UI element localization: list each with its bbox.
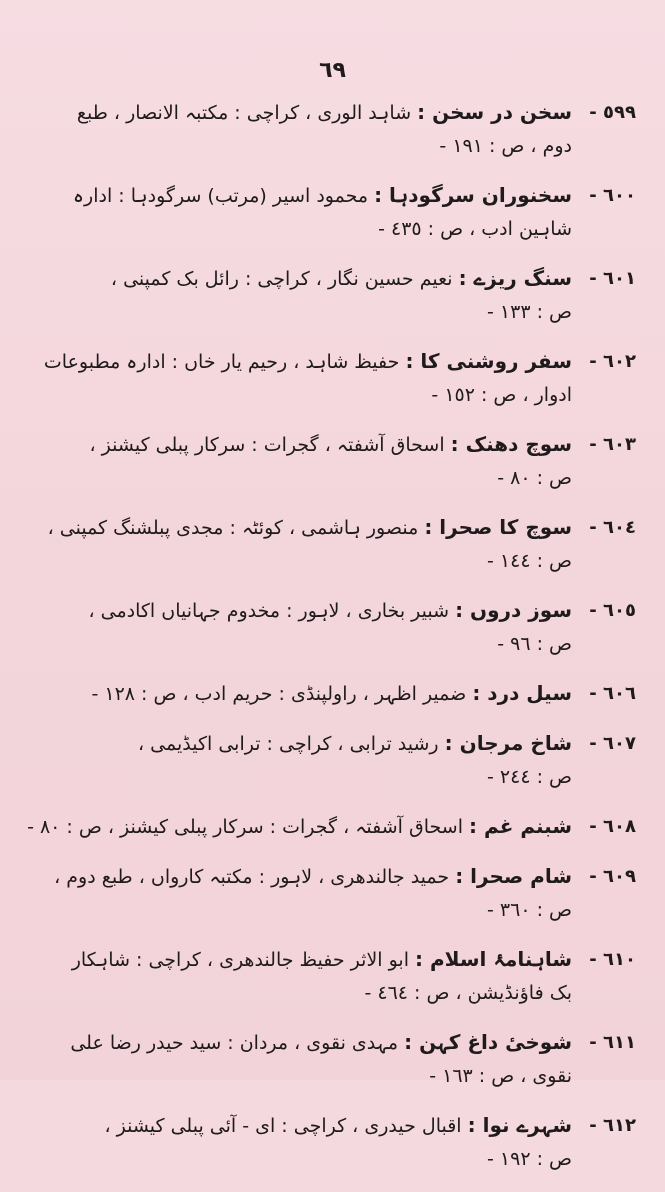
entry-line-2: ص : ٣٦٠ - (487, 899, 572, 921)
entry-line-1 (40, 677, 572, 711)
entry-details: شاہد الوری ، کراچی : مکتبہ الانصار ، طبع (76, 102, 412, 124)
entry-line-2: ادوار ، ص : ١٥٢ - (431, 384, 572, 406)
bibliography-entry (27, 810, 636, 844)
entry-line-1 (27, 810, 572, 844)
entry-line-1 (40, 179, 572, 213)
entry-line-2: ص : ١٣٣ - (487, 301, 572, 323)
bibliography-entry (40, 1109, 636, 1176)
entry-details: حفیظ شاہد ، رحیم یار خاں : ادارہ مطبوعات (43, 351, 400, 373)
entry-title: سیل درد : (472, 681, 572, 705)
entry-number: ٦٠٥ - (589, 600, 636, 621)
entry-title: شام صحرا : (455, 864, 572, 888)
entry-title: شوخیٔ داغ کہن : (404, 1030, 572, 1054)
entry-title: سوز دروں : (455, 598, 572, 622)
entry-title: سنگ ریزے : (458, 266, 572, 290)
entry-details: اقبال حیدری ، کراچی : ای - آئی پبلی کیشنز ، (104, 1115, 462, 1137)
entry-details: منصور ہاشمی ، کوئٹہ : مجدی پبلشنگ کمپنی ، (47, 517, 419, 539)
bibliography-entry (40, 511, 636, 578)
entry-number: ٦٠١ - (589, 268, 636, 289)
entry-line-1 (40, 428, 572, 462)
bibliography-entry (40, 727, 636, 794)
entry-details: ضمیر اظہر ، راولپنڈی : حریم ادب ، ص : ١٢٨ - (91, 683, 467, 705)
entry-line-1 (40, 511, 572, 545)
entry-line-1 (40, 345, 572, 379)
entry-line-1 (40, 96, 572, 130)
entry-number: ٦١٠ - (589, 949, 636, 970)
entry-title: سوچ کا صحرا : (424, 515, 572, 539)
entry-line-2: دوم ، ص : ١٩١ - (439, 135, 572, 157)
entry-line-2: نقوی ، ص : ١٦٣ - (429, 1065, 572, 1087)
entry-line-1 (40, 1026, 572, 1060)
entry-line-1 (40, 860, 572, 894)
bibliography-entry (40, 96, 636, 163)
bibliography-entry (40, 943, 636, 1010)
entry-title: سخنوران سرگودہا : (374, 183, 572, 207)
entry-line-2: شاہین ادب ، ص : ٤٣٥ - (378, 218, 572, 240)
page-number: ٦٩ (319, 58, 346, 83)
bibliography-entry (40, 860, 636, 927)
entry-number: ٦٠٦ - (589, 683, 636, 704)
entry-details: حمید جالندھری ، لاہور : مکتبہ کارواں ، طبع دوم ، (54, 866, 450, 888)
bibliography-entry (40, 1026, 636, 1093)
entry-details: شبیر بخاری ، لاہور : مخدوم جہانیاں اکادمی ، (88, 600, 450, 622)
entry-details: ابو الاثر حفیظ جالندھری ، کراچی : شاہکار (71, 949, 409, 971)
entry-title: شہرے نوا : (467, 1113, 572, 1137)
entry-number: ٦١١ - (589, 1032, 636, 1053)
entry-number: ٦٠٣ - (589, 434, 636, 455)
entry-line-2: ص : ١٩٢ - (487, 1148, 572, 1170)
entry-number: ٦٠٧ - (589, 733, 636, 754)
entry-number: ٦٠٤ - (589, 517, 636, 538)
entry-line-1 (40, 943, 572, 977)
entry-line-2: ص : ١٤٤ - (487, 550, 572, 572)
entry-title: سخن در سخن : (417, 100, 572, 124)
bibliography-entry (40, 262, 636, 329)
entry-line-1 (40, 594, 572, 628)
bibliography-entry (40, 594, 636, 661)
entry-details: رشید ترابی ، کراچی : ترابی اکیڈیمی ، (137, 733, 439, 755)
entry-line-1 (40, 1109, 572, 1143)
entry-details: نعیم حسین نگار ، کراچی : رائل بک کمپنی ، (110, 268, 453, 290)
entry-line-2: ص : ٩٦ - (497, 633, 572, 655)
entry-details: محمود اسیر (مرتب) سرگودہا : ادارہ (72, 185, 369, 207)
entry-title: شبنم غم : (469, 814, 572, 838)
entry-details: مہدی نقوی ، مردان : سید حیدر رضا علی (70, 1032, 399, 1054)
entry-number: ٦٠٨ - (589, 816, 636, 837)
entry-line-2: بک فاؤنڈیشن ، ص : ٤٦٤ - (364, 982, 572, 1004)
entry-number: ٦٠٩ - (589, 866, 636, 887)
bibliography-entry (40, 179, 636, 246)
entry-line-1 (40, 262, 572, 296)
bibliography-list (27, 96, 636, 1192)
entry-number: ٦١٢ - (589, 1115, 636, 1136)
bibliography-entry (40, 428, 636, 495)
entry-line-2: ص : ٢٤٤ - (487, 766, 572, 788)
entry-title: شاہنامۂ اسلام : (415, 947, 572, 971)
entry-details: اسحاق آشفتہ ، گجرات : سرکار پبلی کیشنز ، (89, 434, 445, 456)
entry-title: سفر روشنی کا : (405, 349, 572, 373)
bibliography-entry (40, 345, 636, 412)
entry-details: اسحاق آشفتہ ، گجرات : سرکار پبلی کیشنز ، ص : ٨٠ - (27, 816, 463, 838)
bibliography-entry (40, 677, 636, 711)
entry-title: شاخ مرجان : (444, 731, 572, 755)
entry-number: ٦٠٢ - (589, 351, 636, 372)
entry-number: ٥٩٩ - (589, 102, 636, 123)
entry-line-1 (40, 727, 572, 761)
entry-line-2: ص : ٨٠ - (497, 467, 572, 489)
entry-number: ٦٠٠ - (589, 185, 636, 206)
entry-title: سوچ دھنک : (450, 432, 572, 456)
